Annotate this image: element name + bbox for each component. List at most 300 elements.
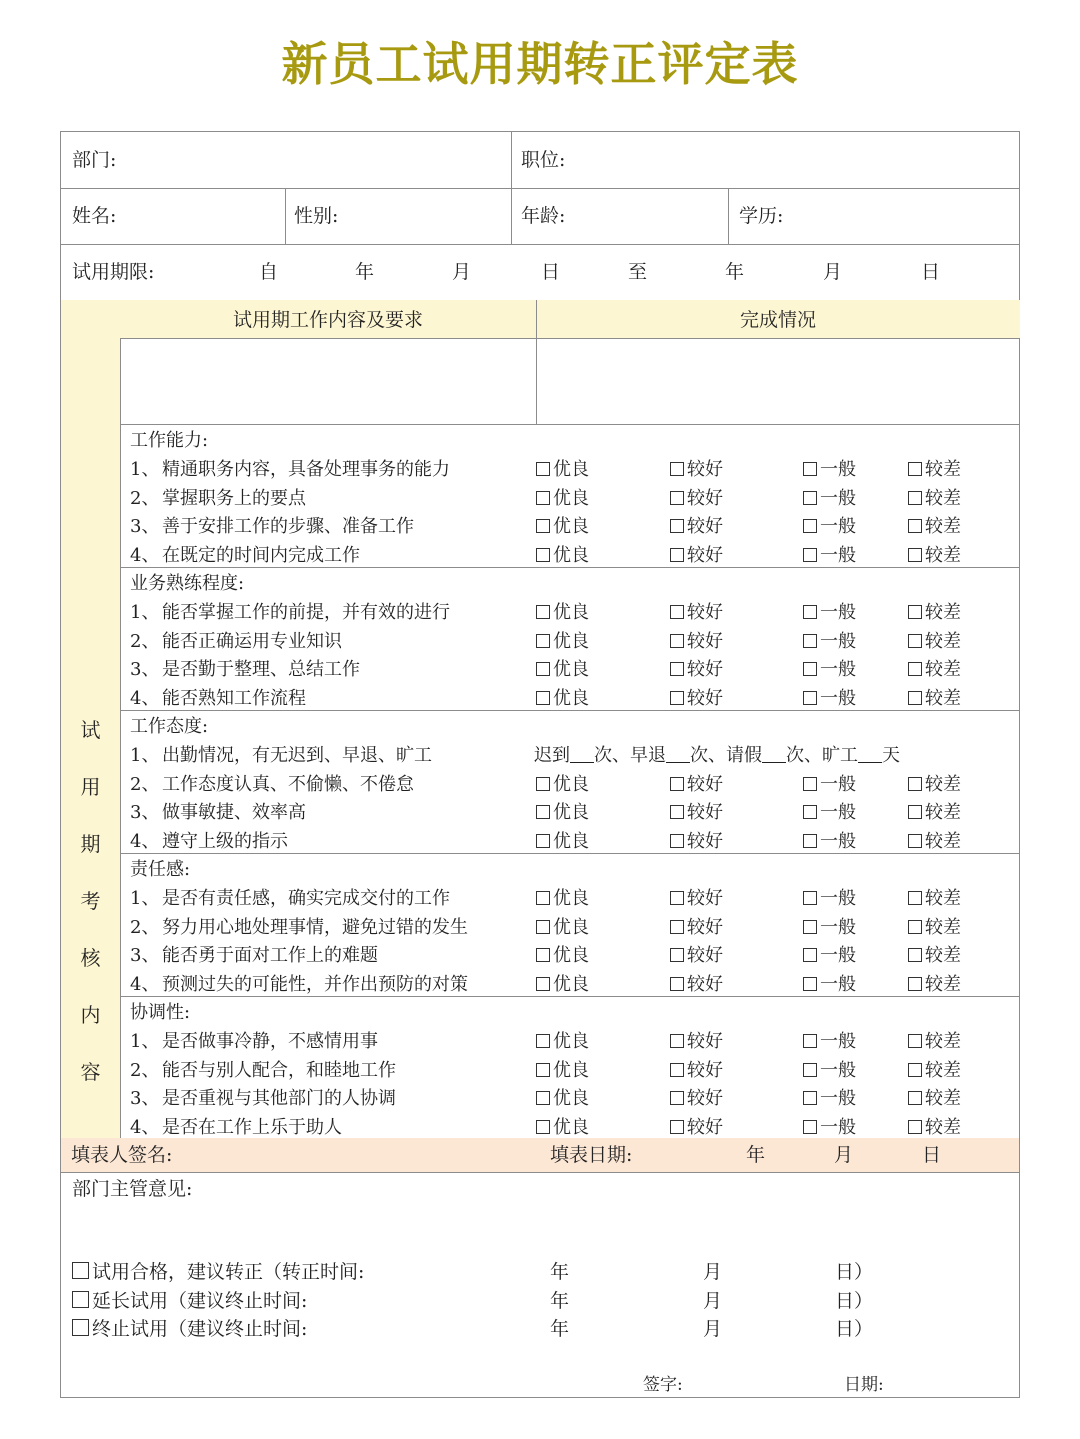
rating-option[interactable] xyxy=(803,1116,856,1140)
rating-option[interactable] xyxy=(908,1087,961,1111)
item-text: 努力用心地处理事情，避免过错的发生 xyxy=(162,916,468,938)
item-text: 能否熟知工作流程 xyxy=(162,687,306,709)
checkbox-icon[interactable] xyxy=(536,634,550,648)
rating-option[interactable] xyxy=(803,916,856,940)
rating-option[interactable] xyxy=(536,515,589,539)
rating-option[interactable] xyxy=(536,630,589,654)
row-divider xyxy=(120,710,1019,711)
item-text: 是否有责任感，确实完成交付的工作 xyxy=(162,888,450,909)
rating-option-label: 优良 xyxy=(553,830,589,852)
rating-option[interactable] xyxy=(536,1116,589,1140)
checkbox-icon[interactable] xyxy=(803,548,817,562)
row-divider xyxy=(120,567,1019,568)
rating-option[interactable] xyxy=(803,458,856,482)
rating-option[interactable] xyxy=(803,601,856,625)
checkbox-icon[interactable] xyxy=(803,777,817,791)
checkbox-icon[interactable] xyxy=(536,977,550,991)
item-number: 1、 xyxy=(130,745,160,766)
item-text: 是否重视与其他部门的人协调 xyxy=(162,1088,396,1109)
rating-option[interactable] xyxy=(536,544,589,568)
checkbox-icon[interactable] xyxy=(803,605,817,619)
checkbox-icon[interactable] xyxy=(803,1034,817,1048)
rating-option[interactable] xyxy=(908,487,961,511)
rating-option-label: 优良 xyxy=(553,1088,589,1109)
checkbox-icon[interactable] xyxy=(72,1319,89,1336)
checkbox-icon[interactable] xyxy=(670,948,684,962)
checkbox-icon[interactable] xyxy=(670,519,684,533)
checkbox-icon[interactable] xyxy=(536,605,550,619)
checkbox-icon[interactable] xyxy=(908,662,922,676)
checkbox-icon[interactable] xyxy=(536,805,550,819)
row-divider xyxy=(61,244,1019,245)
fill-date-month: 月 xyxy=(834,1144,854,1166)
rating-option-label: 一般 xyxy=(820,1116,856,1138)
item-number: 3、 xyxy=(130,659,160,680)
rating-option-label: 较好 xyxy=(687,1088,723,1109)
rating-option-label: 较好 xyxy=(687,544,723,566)
checkbox-icon[interactable] xyxy=(803,1120,817,1134)
checkbox-icon[interactable] xyxy=(72,1262,89,1279)
rating-option[interactable] xyxy=(670,944,723,968)
blank-line[interactable] xyxy=(666,746,690,763)
rating-option[interactable] xyxy=(670,887,723,911)
checkbox-icon[interactable] xyxy=(803,1063,817,1077)
period-part: 日 xyxy=(541,261,561,283)
work-content-input[interactable] xyxy=(121,339,535,423)
checkbox-icon[interactable] xyxy=(536,777,550,791)
rating-option-label: 一般 xyxy=(820,516,856,537)
rating-option[interactable] xyxy=(670,515,723,539)
rating-option-label: 较好 xyxy=(687,945,723,966)
rating-option[interactable] xyxy=(908,658,961,682)
period-part: 月 xyxy=(452,261,472,283)
rating-option[interactable] xyxy=(803,1087,856,1111)
rating-option[interactable] xyxy=(536,801,589,825)
rating-option-label: 较差 xyxy=(925,687,961,709)
checkbox-icon[interactable] xyxy=(536,691,550,705)
checkbox-icon[interactable] xyxy=(908,977,922,991)
checkbox-icon[interactable] xyxy=(670,462,684,476)
signer-label[interactable]: 填表人签名: xyxy=(71,1144,173,1166)
checkbox-icon[interactable] xyxy=(908,1063,922,1077)
rating-option-label: 较差 xyxy=(925,1116,961,1138)
checkbox-icon[interactable] xyxy=(803,662,817,676)
checkbox-icon[interactable] xyxy=(536,920,550,934)
signature-date-label[interactable]: 日期: xyxy=(844,1375,884,1395)
rating-option[interactable] xyxy=(670,687,723,711)
rating-option-label: 较差 xyxy=(925,1031,961,1052)
checkbox-icon[interactable] xyxy=(670,691,684,705)
gender-field[interactable]: 性别: xyxy=(294,205,339,227)
rating-option[interactable] xyxy=(536,973,589,997)
section-title: 业务熟练程度: xyxy=(130,573,245,594)
page-title: 新员工试用期转正评定表 xyxy=(281,37,799,91)
rating-option-label: 优良 xyxy=(553,916,589,938)
rating-option[interactable] xyxy=(670,544,723,568)
checkbox-icon[interactable] xyxy=(908,948,922,962)
rating-option[interactable] xyxy=(670,973,723,997)
signature-label[interactable]: 签字: xyxy=(643,1375,683,1395)
rating-option[interactable] xyxy=(670,458,723,482)
opinion-month: 月 xyxy=(703,1318,723,1340)
rating-option[interactable] xyxy=(803,630,856,654)
rating-option[interactable] xyxy=(670,1087,723,1111)
item-number: 1、 xyxy=(130,602,160,623)
rating-option-label: 较差 xyxy=(925,830,961,852)
rating-option[interactable] xyxy=(803,687,856,711)
rating-option[interactable] xyxy=(536,944,589,968)
col-divider xyxy=(728,188,729,244)
rating-option-label: 优良 xyxy=(553,544,589,566)
rating-option[interactable] xyxy=(908,973,961,997)
rating-option[interactable] xyxy=(536,887,589,911)
blank-line[interactable] xyxy=(762,746,786,763)
rating-option[interactable] xyxy=(908,773,961,797)
rating-option-label: 较差 xyxy=(925,888,961,909)
checkbox-icon[interactable] xyxy=(908,519,922,533)
rating-option[interactable] xyxy=(670,658,723,682)
item-number: 3、 xyxy=(130,802,160,823)
status-column-header: 完成情况 xyxy=(739,309,816,331)
checkbox-icon[interactable] xyxy=(536,462,550,476)
checkbox-icon[interactable] xyxy=(670,662,684,676)
rating-option[interactable] xyxy=(803,544,856,568)
rating-option-label: 较差 xyxy=(925,802,961,823)
side-label-char: 容 xyxy=(80,1060,101,1084)
rating-option-label: 优良 xyxy=(553,973,589,995)
rating-option-label: 较好 xyxy=(687,1031,723,1052)
checkbox-icon[interactable] xyxy=(670,920,684,934)
rating-option[interactable] xyxy=(908,458,961,482)
row-divider xyxy=(120,996,1019,997)
rating-option[interactable] xyxy=(908,944,961,968)
rating-option-label: 优良 xyxy=(553,630,589,652)
opinion-month: 月 xyxy=(703,1289,723,1312)
rating-option-label: 一般 xyxy=(820,1059,856,1081)
checkbox-icon[interactable] xyxy=(670,491,684,505)
rating-option-label: 优良 xyxy=(553,1031,589,1052)
rating-option-label: 一般 xyxy=(820,1088,856,1109)
side-label-char: 核 xyxy=(80,946,101,970)
rating-option-label: 一般 xyxy=(820,687,856,709)
rating-option-label: 优良 xyxy=(553,888,589,909)
assessment-side-label xyxy=(61,702,120,1101)
rating-option[interactable] xyxy=(803,773,856,797)
rating-option[interactable] xyxy=(908,916,961,940)
checkbox-icon[interactable] xyxy=(536,1091,550,1105)
rating-option-label: 一般 xyxy=(820,830,856,852)
checkbox-icon[interactable] xyxy=(803,920,817,934)
rating-option[interactable] xyxy=(803,830,856,854)
rating-option[interactable] xyxy=(803,887,856,911)
rating-option[interactable] xyxy=(803,801,856,825)
rating-option-label: 较好 xyxy=(687,1059,723,1081)
opinion-option-text: 延长试用（建议终止时间: xyxy=(92,1289,308,1312)
checkbox-icon[interactable] xyxy=(908,1120,922,1134)
checkbox-icon[interactable] xyxy=(908,462,922,476)
rating-option[interactable] xyxy=(536,601,589,625)
period-part: 月 xyxy=(823,261,843,283)
opinion-month: 月 xyxy=(703,1261,723,1283)
checkbox-icon[interactable] xyxy=(670,1120,684,1134)
age-field[interactable]: 年龄: xyxy=(521,205,566,227)
rating-option-label: 优良 xyxy=(553,687,589,709)
name-field[interactable]: 姓名: xyxy=(72,205,117,227)
item-number: 2、 xyxy=(130,1059,160,1081)
rating-option[interactable] xyxy=(536,687,589,711)
checkbox-icon[interactable] xyxy=(536,1034,550,1048)
rating-option-label: 一般 xyxy=(820,544,856,566)
fill-date-year: 年 xyxy=(746,1144,766,1166)
item-text: 能否勇于面对工作上的难题 xyxy=(162,945,378,966)
checkbox-icon[interactable] xyxy=(536,891,550,905)
rating-option-label: 较差 xyxy=(925,630,961,652)
checkbox-icon[interactable] xyxy=(536,519,550,533)
rating-option[interactable] xyxy=(803,944,856,968)
rating-option[interactable] xyxy=(908,1116,961,1140)
checkbox-icon[interactable] xyxy=(670,548,684,562)
checkbox-icon[interactable] xyxy=(803,834,817,848)
rating-option-label: 较好 xyxy=(687,1116,723,1138)
checkbox-icon[interactable] xyxy=(803,691,817,705)
rating-option[interactable] xyxy=(536,1087,589,1111)
rating-option[interactable] xyxy=(670,773,723,797)
rating-option-label: 较好 xyxy=(687,687,723,709)
rating-option-label: 较差 xyxy=(925,773,961,795)
side-label-char: 用 xyxy=(80,775,101,799)
checkbox-icon[interactable] xyxy=(803,462,817,476)
checkbox-icon[interactable] xyxy=(908,805,922,819)
opinion-option[interactable] xyxy=(72,1317,307,1341)
rating-option[interactable] xyxy=(908,1030,961,1054)
rating-option[interactable] xyxy=(670,630,723,654)
rating-option[interactable] xyxy=(536,1059,589,1083)
row-divider xyxy=(120,853,1019,854)
rating-option[interactable] xyxy=(908,1059,961,1083)
rating-option[interactable] xyxy=(908,887,961,911)
opinion-year: 年 xyxy=(550,1261,570,1283)
checkbox-icon[interactable] xyxy=(536,662,550,676)
item-number: 2、 xyxy=(130,630,160,652)
checkbox-icon[interactable] xyxy=(803,891,817,905)
item-text: 掌握职务上的要点 xyxy=(162,487,306,509)
rating-option-label: 优良 xyxy=(553,773,589,795)
opinion-day: 日） xyxy=(835,1289,874,1312)
row-divider xyxy=(120,424,1019,425)
item-number: 3、 xyxy=(130,945,160,966)
rating-option[interactable] xyxy=(536,458,589,482)
rating-option-label: 优良 xyxy=(553,1116,589,1138)
attendance-leave-label: 次、请假 xyxy=(690,745,762,766)
checkbox-icon[interactable] xyxy=(908,1091,922,1105)
item-number: 3、 xyxy=(130,516,160,537)
rating-option-label: 优良 xyxy=(553,659,589,680)
rating-option[interactable] xyxy=(670,830,723,854)
item-number: 1、 xyxy=(130,459,160,480)
checkbox-icon[interactable] xyxy=(803,519,817,533)
rating-option-label: 优良 xyxy=(553,945,589,966)
rating-option-label: 一般 xyxy=(820,916,856,938)
checkbox-icon[interactable] xyxy=(908,891,922,905)
checkbox-icon[interactable] xyxy=(908,491,922,505)
rating-option-label: 优良 xyxy=(553,602,589,623)
rating-option[interactable] xyxy=(536,773,589,797)
blank-line[interactable] xyxy=(570,746,594,763)
side-label-char: 试 xyxy=(80,718,101,742)
checkbox-icon[interactable] xyxy=(908,1034,922,1048)
attendance-record[interactable] xyxy=(534,744,900,768)
rating-option[interactable] xyxy=(670,801,723,825)
checkbox-icon[interactable] xyxy=(803,948,817,962)
rating-option[interactable] xyxy=(670,487,723,511)
rating-option[interactable] xyxy=(670,1116,723,1140)
rating-option[interactable] xyxy=(670,1059,723,1083)
attendance-early-label: 次、早退 xyxy=(594,745,666,766)
checkbox-icon[interactable] xyxy=(670,805,684,819)
assessment-side-panel xyxy=(61,300,120,1138)
rating-option-label: 较好 xyxy=(687,802,723,823)
rating-option[interactable] xyxy=(908,687,961,711)
item-text: 预测过失的可能性，并作出预防的对策 xyxy=(162,973,468,995)
side-label-char: 期 xyxy=(80,832,101,856)
rating-option[interactable] xyxy=(803,973,856,997)
checkbox-icon[interactable] xyxy=(908,691,922,705)
checkbox-icon[interactable] xyxy=(803,491,817,505)
item-text: 出勤情况，有无迟到、早退、旷工 xyxy=(162,745,432,766)
position-field[interactable]: 职位: xyxy=(521,149,566,171)
rating-option-label: 较差 xyxy=(925,916,961,938)
checkbox-icon[interactable] xyxy=(670,777,684,791)
completion-status-input[interactable] xyxy=(538,339,1018,423)
education-field[interactable]: 学历: xyxy=(739,205,784,227)
item-text: 是否勤于整理、总结工作 xyxy=(162,659,360,680)
rating-option[interactable] xyxy=(536,1030,589,1054)
rating-option[interactable] xyxy=(908,601,961,625)
checkbox-icon[interactable] xyxy=(908,548,922,562)
rating-option[interactable] xyxy=(803,487,856,511)
rating-option-label: 较差 xyxy=(925,659,961,680)
checkbox-icon[interactable] xyxy=(670,634,684,648)
checkbox-icon[interactable] xyxy=(803,1091,817,1105)
attendance-late-label: 迟到 xyxy=(534,745,570,766)
rating-option-label: 较好 xyxy=(687,916,723,938)
rating-option-label: 较差 xyxy=(925,544,961,566)
rating-option-label: 较差 xyxy=(925,602,961,623)
rating-option[interactable] xyxy=(908,630,961,654)
fill-date-label: 填表日期: xyxy=(550,1144,633,1166)
rating-option-label: 较好 xyxy=(687,487,723,509)
checkbox-icon[interactable] xyxy=(803,977,817,991)
opinion-option-text: 终止试用（建议终止时间: xyxy=(92,1318,308,1340)
rating-option[interactable] xyxy=(536,916,589,940)
side-label-char: 内 xyxy=(80,1003,101,1027)
manager-opinion-label: 部门主管意见: xyxy=(72,1178,193,1200)
checkbox-icon[interactable] xyxy=(536,491,550,505)
checkbox-icon[interactable] xyxy=(908,605,922,619)
col-divider xyxy=(511,132,512,244)
item-text: 工作态度认真、不偷懒、不倦怠 xyxy=(162,773,414,795)
rating-option-label: 优良 xyxy=(553,516,589,537)
row-divider xyxy=(61,1172,1019,1173)
rating-option[interactable] xyxy=(536,830,589,854)
rating-option-label: 优良 xyxy=(553,487,589,509)
rating-option[interactable] xyxy=(803,1059,856,1083)
checkbox-icon[interactable] xyxy=(536,834,550,848)
item-number: 3、 xyxy=(130,1088,160,1109)
checkbox-icon[interactable] xyxy=(908,777,922,791)
rating-option[interactable] xyxy=(908,515,961,539)
rating-option[interactable] xyxy=(803,1030,856,1054)
checkbox-icon[interactable] xyxy=(670,1091,684,1105)
item-text: 能否掌握工作的前提，并有效的进行 xyxy=(162,602,450,623)
checkbox-icon[interactable] xyxy=(670,1034,684,1048)
rating-option[interactable] xyxy=(670,601,723,625)
rating-option[interactable] xyxy=(803,515,856,539)
item-text: 遵守上级的指示 xyxy=(162,830,288,852)
checkbox-icon[interactable] xyxy=(536,548,550,562)
rating-option[interactable] xyxy=(536,658,589,682)
checkbox-icon[interactable] xyxy=(670,977,684,991)
section-title: 责任感: xyxy=(130,859,191,880)
rating-option-label: 一般 xyxy=(820,659,856,680)
opinion-option-text: 试用合格，建议转正（转正时间: xyxy=(92,1261,365,1283)
attendance-absent-label: 次、旷工 xyxy=(786,745,858,766)
opinion-option[interactable] xyxy=(72,1289,307,1313)
dept-field[interactable]: 部门: xyxy=(72,149,117,171)
rating-option-label: 较差 xyxy=(925,1088,961,1109)
rating-option-label: 较差 xyxy=(925,1059,961,1081)
rating-option[interactable] xyxy=(908,544,961,568)
checkbox-icon[interactable] xyxy=(536,1063,550,1077)
col-divider xyxy=(285,188,286,244)
rating-option-label: 一般 xyxy=(820,802,856,823)
checkbox-icon[interactable] xyxy=(670,891,684,905)
checkbox-icon[interactable] xyxy=(72,1291,89,1308)
opinion-option[interactable] xyxy=(72,1260,364,1284)
item-number: 4、 xyxy=(130,973,160,995)
rating-option-label: 优良 xyxy=(553,802,589,823)
rating-option-label: 一般 xyxy=(820,459,856,480)
rating-option-label: 较差 xyxy=(925,516,961,537)
checkbox-icon[interactable] xyxy=(670,834,684,848)
rating-option-label: 一般 xyxy=(820,630,856,652)
checkbox-icon[interactable] xyxy=(536,948,550,962)
rating-option[interactable] xyxy=(536,487,589,511)
checkbox-icon[interactable] xyxy=(803,805,817,819)
checkbox-icon[interactable] xyxy=(908,834,922,848)
checkbox-icon[interactable] xyxy=(670,1063,684,1077)
rating-option[interactable] xyxy=(670,1030,723,1054)
rating-option-label: 较差 xyxy=(925,973,961,995)
checkbox-icon[interactable] xyxy=(908,920,922,934)
rating-option[interactable] xyxy=(670,916,723,940)
section-title: 协调性: xyxy=(130,1002,191,1023)
rating-option-label: 一般 xyxy=(820,1031,856,1052)
item-text: 做事敏捷、效率高 xyxy=(162,802,306,823)
rating-option[interactable] xyxy=(908,801,961,825)
period-label: 试用期限: xyxy=(72,261,155,283)
rating-option-label: 较好 xyxy=(687,630,723,652)
rating-option[interactable] xyxy=(908,830,961,854)
checkbox-icon[interactable] xyxy=(670,605,684,619)
item-text: 在既定的时间内完成工作 xyxy=(162,544,360,566)
blank-line[interactable] xyxy=(858,746,882,763)
checkbox-icon[interactable] xyxy=(803,634,817,648)
rating-option[interactable] xyxy=(803,658,856,682)
checkbox-icon[interactable] xyxy=(908,634,922,648)
item-number: 4、 xyxy=(130,544,160,566)
checkbox-icon[interactable] xyxy=(536,1120,550,1134)
